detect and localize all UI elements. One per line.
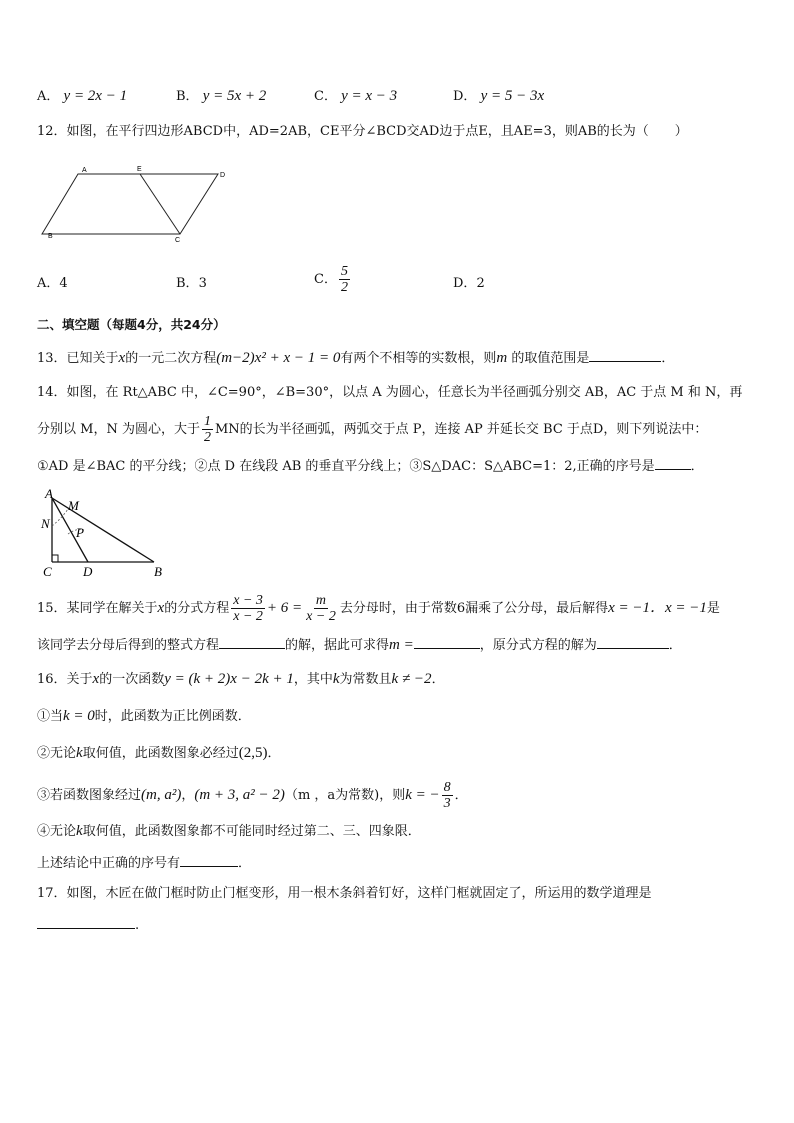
- frac-num: x − 3: [233, 593, 263, 608]
- q12-option-c: [314, 264, 352, 295]
- q17-question: 17．如图，木匠在做门框时防止门框变形，用一根木条斜着钉好，这样门框就固定了，所运用的数学道理是: [37, 886, 652, 901]
- expr: k = −: [405, 787, 440, 803]
- answer-blank[interactable]: [589, 347, 661, 362]
- label-n: N: [41, 516, 50, 531]
- parallelogram-abcd: [42, 174, 218, 234]
- q12-parallelogram-figure: [40, 160, 240, 250]
- text: ②无论: [37, 746, 77, 761]
- frac-den: 2: [340, 280, 348, 295]
- frac-num: 5: [340, 264, 348, 279]
- var: x: [92, 671, 100, 687]
- frac-den: x − 2: [233, 609, 263, 624]
- var: x: [118, 350, 126, 366]
- var: m: [496, 350, 508, 366]
- q16-statement-1: [37, 706, 251, 727]
- option-expr: y = 5 − 3x: [480, 88, 545, 104]
- option-label: B．: [176, 276, 199, 291]
- expr: x = −1．x = −1: [608, 600, 707, 616]
- option-label: B．: [176, 89, 199, 104]
- text: ．: [454, 788, 468, 803]
- q14-line-1: 14．如图，在 Rt△ABC 中，∠C=90°，∠B=30°，以点 A 为圆心，任意长为半径画弧分别交 AB，AC 于点 M 和 N，再: [37, 385, 743, 400]
- var: k: [76, 745, 83, 761]
- option-value: 4: [59, 276, 68, 291]
- var: x: [157, 600, 165, 616]
- text: 15．某同学在解关于: [37, 601, 158, 616]
- q13-question: [37, 347, 674, 369]
- text: ④无论: [37, 824, 77, 839]
- text: ．: [431, 672, 445, 687]
- fraction-1: [231, 593, 265, 624]
- text: （m ，a为常数)，则: [284, 788, 406, 803]
- option-label: A．: [37, 276, 60, 291]
- text: 是: [706, 601, 720, 616]
- q17-answer-line: [37, 914, 139, 936]
- label-p: P: [76, 525, 84, 540]
- option-label: C．: [314, 272, 337, 287]
- q16-statement-3: [37, 780, 468, 811]
- text: ．: [690, 459, 704, 474]
- option-expr: y = x − 3: [341, 88, 398, 104]
- text: 取何值，此函数图象都不可能同时经过第二、三、四象限．: [82, 824, 421, 839]
- q14-line-2: [37, 414, 707, 445]
- text: ．: [668, 638, 682, 653]
- var: k: [332, 671, 340, 687]
- segment-ce: [140, 174, 180, 234]
- text: 的一次函数: [99, 672, 165, 687]
- text: 时，此函数为正比例函数．: [94, 709, 251, 724]
- fraction-half: [202, 414, 213, 445]
- q16-question: [37, 669, 445, 690]
- expr: + 6 =: [266, 600, 303, 616]
- var: k: [76, 823, 83, 839]
- q16-statement-2: [37, 743, 280, 764]
- text: 16．关于: [37, 672, 93, 687]
- text: ，原分式方程的解为: [479, 638, 597, 653]
- text: 取何值，此函数图象必经过: [82, 746, 239, 761]
- q15-line-2: [37, 634, 682, 656]
- text: 该同学去分母后得到的整式方程: [37, 638, 220, 653]
- answer-blank[interactable]: [180, 852, 238, 867]
- frac-num: 8: [443, 780, 451, 795]
- text: 13．已知关于: [37, 351, 119, 366]
- q12-question: 12．如图，在平行四边形ABCD中，AD=2AB，CE平分∠BCD交AD边于点E，且AE=3，则AB的长为（ ）: [37, 124, 688, 139]
- label-m: M: [68, 498, 79, 513]
- frac-num: m: [315, 593, 327, 608]
- label-d: D: [220, 172, 226, 179]
- frac-den: 3: [443, 796, 451, 811]
- right-angle-mark: [52, 555, 58, 562]
- answer-blank[interactable]: [655, 455, 691, 470]
- expr: (m, a²): [141, 787, 182, 803]
- expr: k ≠ −2: [391, 671, 432, 687]
- q11-option-d: [453, 86, 544, 107]
- frac-den: 2: [203, 430, 211, 445]
- answer-blank-solution[interactable]: [597, 634, 669, 649]
- answer-blank-equation[interactable]: [219, 634, 285, 649]
- q11-option-a: [37, 86, 127, 107]
- text: ．: [661, 351, 675, 366]
- option-label: D．: [453, 89, 477, 104]
- label-a: A: [82, 167, 87, 174]
- answer-blank[interactable]: [37, 914, 135, 929]
- text: 的分式方程: [164, 601, 230, 616]
- fraction-eight-thirds: [442, 780, 453, 811]
- label-d: D: [83, 564, 93, 579]
- option-label: A．: [37, 89, 60, 104]
- text: 的一元二次方程: [125, 351, 217, 366]
- q16-statement-4: [37, 821, 421, 842]
- label-c: C: [43, 564, 52, 579]
- text: ③若函数图象经过: [37, 788, 142, 803]
- q14-triangle-figure: [38, 488, 168, 580]
- label-a: A: [45, 488, 53, 501]
- label-e: E: [137, 166, 142, 173]
- text: ．: [238, 856, 252, 871]
- label-c: C: [175, 237, 181, 244]
- q14-line-3: [37, 455, 704, 477]
- q11-option-c: [314, 86, 397, 107]
- option-value: 3: [198, 276, 207, 291]
- text: 为常数且: [339, 672, 392, 687]
- text: ，其中: [293, 672, 333, 687]
- fraction-2: [304, 593, 338, 624]
- label-b: B: [48, 233, 53, 240]
- expr: (2,5): [238, 745, 268, 761]
- text: 分别以 M，N 为圆心，大于: [37, 422, 200, 437]
- text: ．: [267, 746, 281, 761]
- text: .: [135, 918, 140, 933]
- text: 的取值范围是: [507, 351, 590, 366]
- fraction-five-halves: [339, 264, 350, 295]
- text: ，: [181, 788, 195, 803]
- option-expr: y = 2x − 1: [63, 88, 128, 104]
- label-b: B: [154, 564, 162, 579]
- text: ①当: [37, 709, 64, 724]
- q16-conclusion: [37, 852, 251, 874]
- q11-option-b: [176, 86, 266, 107]
- expr: (m + 3, a² − 2): [194, 787, 285, 803]
- q12-option-d: [453, 274, 485, 294]
- section-title: 二、填空题（每题4分，共24分）: [37, 317, 226, 332]
- text: 上述结论中正确的序号有: [37, 856, 181, 871]
- option-label: D．: [453, 276, 477, 291]
- option-expr: y = 5x + 2: [202, 88, 267, 104]
- expr: m =: [389, 637, 414, 653]
- text: 去分母时，由于常数6漏乘了公分母，最后解得: [339, 601, 609, 616]
- option-label: C．: [314, 89, 337, 104]
- text: MN的长为半径画弧，两弧交于点 P，连接 AP 并延长交 BC 于点D，则下列说法中：: [214, 422, 708, 437]
- frac-num: 1: [203, 414, 211, 429]
- option-value: 2: [476, 276, 485, 291]
- frac-den: x − 2: [306, 609, 336, 624]
- expr: k = 0: [63, 708, 95, 724]
- equation: (m−2)x² + x − 1 = 0: [216, 350, 341, 366]
- q15-line-1: [37, 593, 720, 624]
- text: 的解，据此可求得: [285, 638, 390, 653]
- answer-blank-m[interactable]: [414, 634, 480, 649]
- q12-option-a: [37, 274, 68, 294]
- text: 有两个不相等的实数根，则: [340, 351, 497, 366]
- text: ①AD 是∠BAC 的平分线；②点 D 在线段 AB 的垂直平分线上；③S△DAC：S△ABC=1：2,正确的序号是: [37, 459, 655, 474]
- equation: y = (k + 2)x − 2k + 1: [164, 671, 294, 687]
- q12-option-b: [176, 274, 207, 294]
